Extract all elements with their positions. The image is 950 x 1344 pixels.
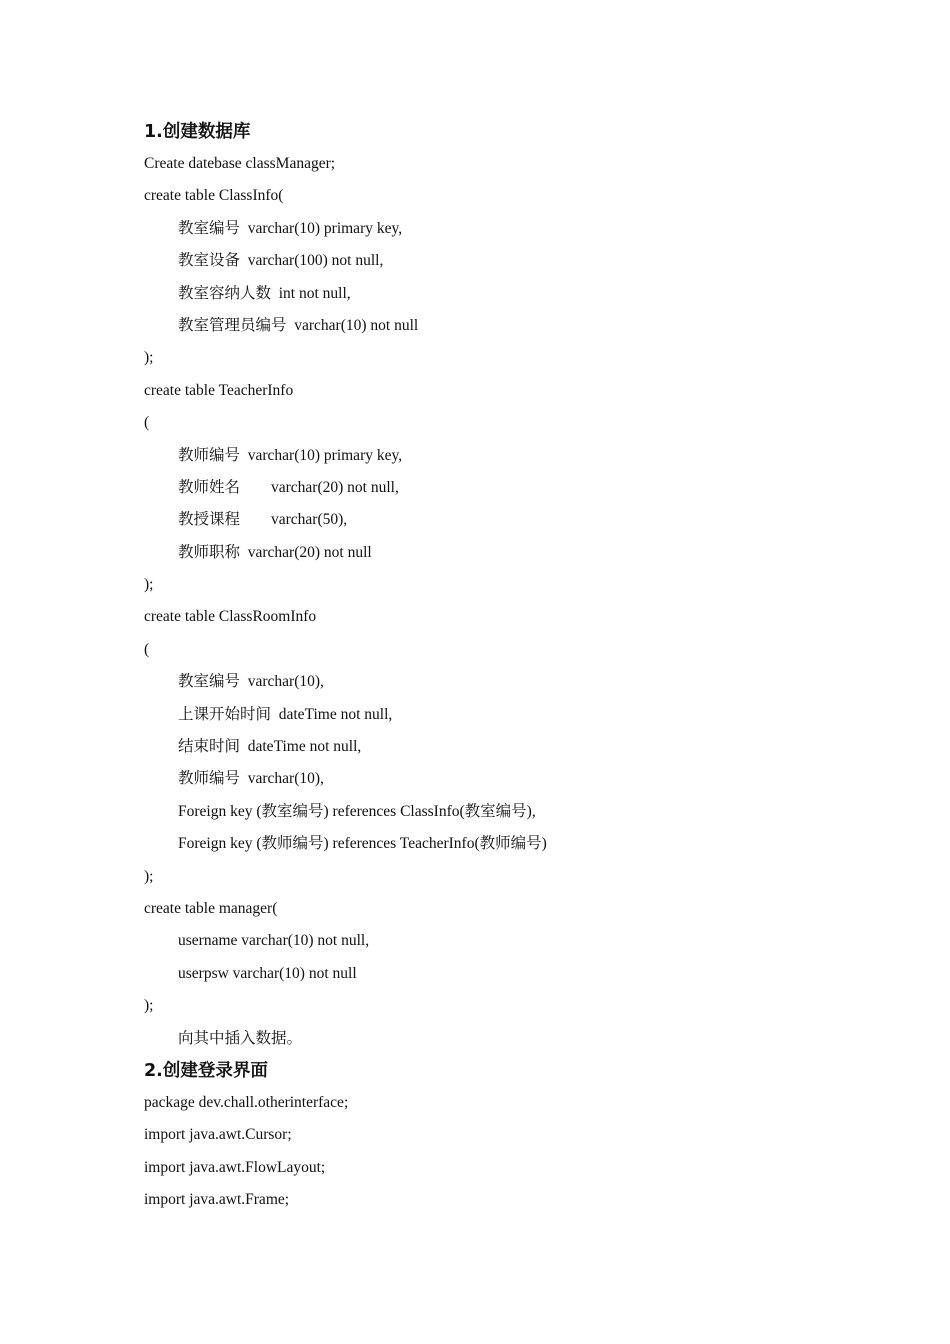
text-line: (	[144, 640, 150, 658]
text-line: (	[144, 414, 150, 432]
document-content	[144, 116, 844, 1217]
text-line: 教师编号 varchar(10) primary key,	[178, 446, 403, 464]
text-line: import java.awt.Cursor;	[144, 1126, 292, 1144]
text-line: 教授课程 varchar(50),	[178, 511, 348, 529]
text-line: import java.awt.Frame;	[144, 1191, 290, 1209]
text-line: 教室管理员编号 varchar(10) not null	[178, 316, 419, 334]
text-line: );	[144, 997, 154, 1015]
text-line: 教室容纳人数 int not null,	[178, 284, 351, 302]
text-line: username varchar(10) not null,	[178, 932, 370, 950]
text-line: );	[144, 867, 154, 885]
text-line: package dev.chall.otherinterface;	[144, 1093, 349, 1111]
text-line: 教师姓名 varchar(20) not null,	[178, 478, 399, 496]
section-1-body	[144, 148, 844, 1055]
text-line: 教室设备 varchar(100) not null,	[178, 252, 384, 270]
text-line: 教师职称 varchar(20) not null	[178, 543, 372, 561]
text-line: );	[144, 576, 154, 594]
text-line: );	[144, 349, 154, 367]
text-line: create table manager(	[144, 899, 278, 917]
text-line: create table ClassInfo(	[144, 187, 284, 205]
text-line: Create datebase classManager;	[144, 155, 336, 172]
text-line: 上课开始时间 dateTime not null,	[178, 705, 393, 723]
text-line: 向其中插入数据。	[178, 1029, 303, 1047]
text-line: 教室编号 varchar(10) primary key,	[178, 219, 403, 237]
text-line: Foreign key (教室编号) references ClassInfo(教室编号),	[178, 802, 536, 820]
text-line: create table ClassRoomInfo	[144, 608, 317, 626]
section-2-body	[144, 1087, 844, 1217]
text-line: 教师编号 varchar(10),	[178, 770, 324, 788]
text-line: Foreign key (教师编号) references TeacherInfo(教师编号)	[178, 835, 547, 853]
text-line: userpsw varchar(10) not null	[178, 964, 357, 982]
text-line: 教室编号 varchar(10),	[178, 673, 324, 691]
text-line: 结束时间 dateTime not null,	[178, 738, 362, 756]
text-line: create table TeacherInfo	[144, 381, 294, 399]
section-1-heading: 1.创建数据库	[144, 122, 251, 142]
section-2-heading: 2.创建登录界面	[144, 1060, 268, 1081]
text-line: import java.awt.FlowLayout;	[144, 1158, 326, 1176]
